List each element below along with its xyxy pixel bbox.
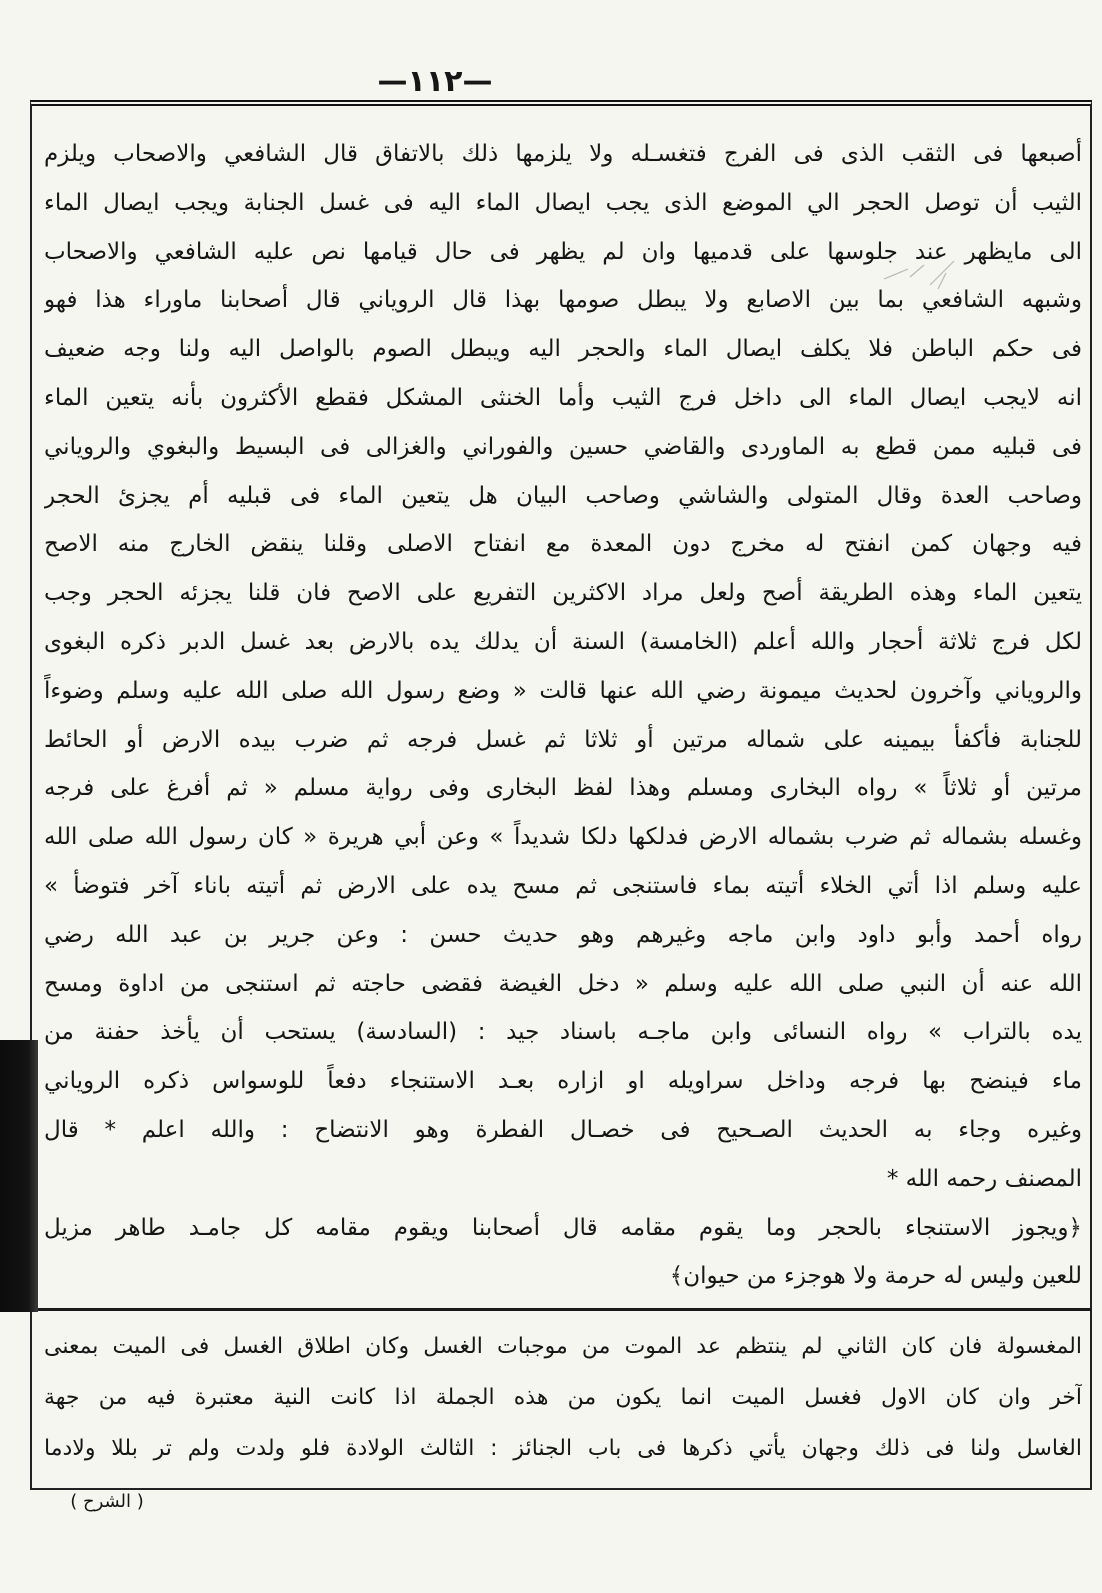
main-text-line: عليه وسلم اذا أتي الخلاء أتيته بماء فاستنجى ثم مسح يده على الارض ثم أتيته باناء آخر فتوضأ »	[44, 872, 1082, 899]
commentary-box	[30, 1311, 1092, 1490]
main-text-line: وشبهه الشافعي بما بين الاصابع ولا يبطل صومها بهذا قال الروياني قال أصحابنا ماوراء هذا فهو	[44, 287, 1082, 314]
scan-edge-shadow	[0, 1040, 38, 1312]
main-text-line: وغيره وجاء به الحديث الصـحيح فى خصـال الفطرة وهو الانتضاح : والله اعلم * قال	[44, 1116, 1082, 1143]
main-text-line: للجنابة فأكفأ بيمينه على شماله مرتين أو ثلاثا ثم غسل فرجه ثم ضرب بيده الارض أو الحائط	[44, 726, 1082, 753]
quoted-text-line: ﴿ويجوز الاستنجاء بالحجر وما يقوم مقامه قال أصحابنا ويقوم مقامه كل جامـد طاهر مزيل	[44, 1214, 1082, 1241]
main-text-line: الى مايظهر عند جلوسها على قدميها وان لم يظهر فى حال قيامها نص عليه الشافعي والاصحاب	[44, 238, 1082, 265]
main-text-line: والروياني وآخرون لحديث ميمونة رضي الله عنها قالت « وضع رسول الله صلى الله عليه وسلم وضوءاً	[44, 677, 1082, 704]
main-text-line: فى قبليه ممن قطع به الماوردى والقاضي حسين والفوراني والغزالى فى البسيط والبغوي والروياني	[44, 433, 1082, 460]
commentary-line: الغاسل ولنا فى ذلك وجهان يأتي ذكرها فى باب الجنائز : الثالث الولادة فلو ولدت ولم تر بللا ولادما	[44, 1436, 1082, 1461]
main-text-line: وصاحب العدة وقال المتولى والشاشي وصاحب البيان هل يتعين الماء فى قبليه أم يجزئ الحجر	[44, 482, 1082, 509]
main-text-line: فيه وجهان كمن انفتح له مخرج دون المعدة مع انفتاح الاصلى وقلنا ينقض الخارج منه الاصح	[44, 531, 1082, 558]
main-text-line: لكل فرج ثلاثة أحجار والله أعلم (الخامسة) السنة أن يدلك يده بالارض بعد غسل الدبر ذكره البغوى	[44, 628, 1082, 655]
main-text-line: يتعين الماء وهذه الطريقة أصح ولعل مراد الاكثرين التفريع على الاصح فان قلنا يجزئه الحجر وجب	[44, 580, 1082, 607]
main-text-body	[44, 130, 1082, 1301]
main-text-line: رواه أحمد وأبو داود وابن ماجه وغيرهم وهو حديث حسن : وعن جرير بن عبد الله رضي	[44, 921, 1082, 948]
main-text-line: وغسله بشماله ثم ضرب بشماله الارض فدلكها دلكا شديداً » وعن أبي هريرة « كان رسول الله صلى الله	[44, 824, 1082, 851]
main-text-line: أصبعها فى الثقب الذى فى الفرج فتغسـله ولا يلزمها ذلك بالاتفاق قال الشافعي والاصحاب ويلزم	[44, 141, 1082, 167]
pencil-mark	[880, 255, 960, 295]
quoted-text-line: للعين وليس له حرمة ولا هوجزء من حيوان﴾	[669, 1263, 1082, 1290]
page-number: —١١٢—	[377, 64, 493, 99]
main-text-line: الله عنه أن النبي صلى الله عليه وسلم « دخل الغيضة فقضى حاجته ثم استنجى من اداوة ومسح	[44, 970, 1082, 997]
main-text-line: الثيب أن توصل الحجر الي الموضع الذى يجب ايصال الماء اليه فى غسل الجنابة ويجب ايصال الماء	[44, 189, 1082, 216]
main-text-line: فى حكم الباطن فلا يكلف ايصال الماء والحجر اليه ويبطل الصوم بالواصل اليه ولنا وجه ضعيف	[44, 336, 1082, 363]
commentary-line: آخر وان كان الاول فغسل الميت انما يكون من هذه الجملة اذا كانت النية معتبرة فيه من جهة	[44, 1385, 1082, 1410]
footer-label: ( الشرح )	[70, 1491, 144, 1512]
main-text-line: المصنف رحمه الله *	[886, 1165, 1082, 1192]
main-text-line: ماء فينضح بها فرجه وداخل سراويله او ازاره بعـد الاستنجاء دفعاً للوسواس ذكره الروياني	[44, 1068, 1082, 1095]
main-text-line: انه لايجب ايصال الماء الى داخل فرج الثيب وأما الخنثى المشكل فقطع الأكثرون بأنه يتعين الماء	[44, 384, 1082, 411]
commentary-body	[44, 1321, 1082, 1474]
main-text-line: يده بالتراب » رواه النسائى وابن ماجـه باسناد جيد : (السادسة) يستحب أن يأخذ حفنة من	[44, 1019, 1082, 1046]
main-text-line: مرتين أو ثلاثاً » رواه البخارى ومسلم وهذا لفظ البخارى وفى رواية مسلم « ثم أفرغ على فرجه	[44, 775, 1082, 802]
commentary-line: المغسولة فان كان الثاني لم ينتظم عد الموت من موجبات الغسل وكان اطلاق الغسل فى الميت بمعنى	[44, 1334, 1082, 1359]
